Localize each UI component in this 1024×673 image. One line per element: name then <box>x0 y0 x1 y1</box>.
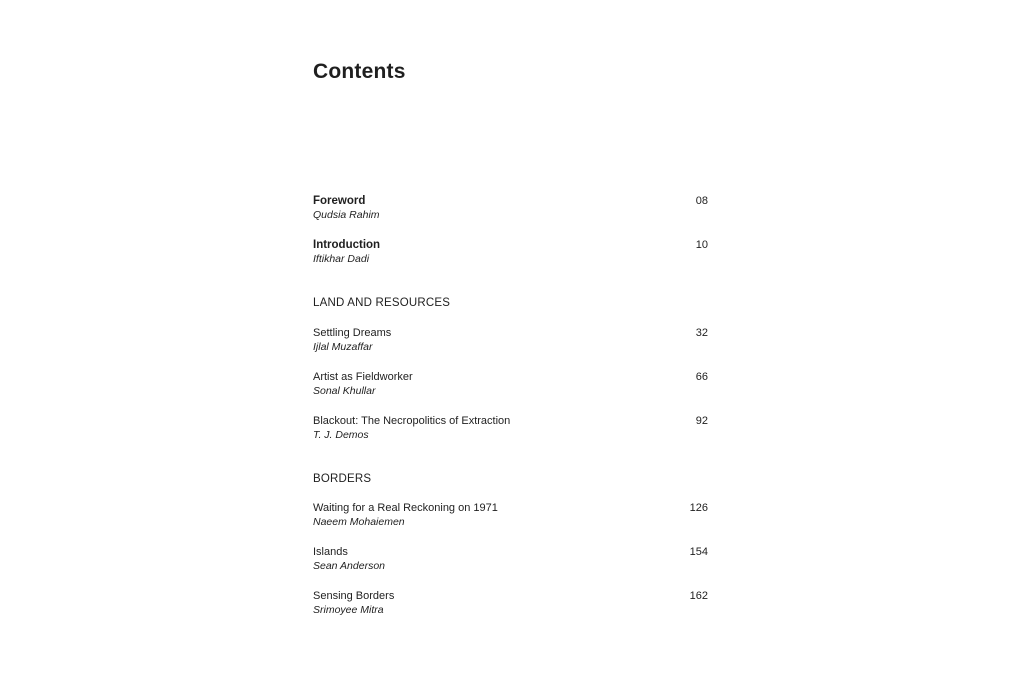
entry-page-number: 162 <box>689 590 708 602</box>
entry-author: Sonal Khullar <box>313 385 376 397</box>
toc-entry[interactable] <box>313 326 708 355</box>
section-heading-borders: BORDERS <box>313 473 372 485</box>
entry-title: Foreword <box>313 195 366 207</box>
entry-title: Sensing Borders <box>313 590 395 602</box>
entry-title: Blackout: The Necropolitics of Extraction <box>313 415 511 427</box>
entry-author: Qudsia Rahim <box>313 209 380 221</box>
entry-title: Waiting for a Real Reckoning on 1971 <box>313 502 498 514</box>
entry-title: Introduction <box>313 239 381 251</box>
entry-page-number: 154 <box>689 546 708 558</box>
toc-entry-foreword[interactable] <box>313 194 708 223</box>
entry-title: Artist as Fieldworker <box>313 371 413 383</box>
entry-title: Settling Dreams <box>313 327 392 339</box>
entry-page-number: 10 <box>695 239 708 251</box>
entry-page-number: 66 <box>695 371 708 383</box>
entry-page-number: 126 <box>689 502 708 514</box>
toc-entry-introduction[interactable] <box>313 238 708 267</box>
toc-entry[interactable] <box>313 545 708 574</box>
entry-author: Sean Anderson <box>313 560 385 572</box>
toc-entry[interactable] <box>313 501 708 530</box>
entry-page-number: 32 <box>695 327 708 339</box>
toc-entry[interactable] <box>313 370 708 399</box>
entry-author: T. J. Demos <box>313 429 369 441</box>
page-title: Contents <box>313 60 406 83</box>
toc-entry[interactable] <box>313 589 708 618</box>
entry-author: Ijlal Muzaffar <box>313 341 373 353</box>
entry-author: Srimoyee Mitra <box>313 604 384 616</box>
entry-title: Islands <box>313 546 348 558</box>
entry-page-number: 08 <box>695 195 708 207</box>
toc-entry[interactable] <box>313 414 708 443</box>
entry-page-number: 92 <box>695 415 708 427</box>
section-heading-land-and-resources: LAND AND RESOURCES <box>313 297 451 309</box>
entry-author: Naeem Mohaiemen <box>313 516 405 528</box>
entry-author: Iftikhar Dadi <box>313 253 370 265</box>
